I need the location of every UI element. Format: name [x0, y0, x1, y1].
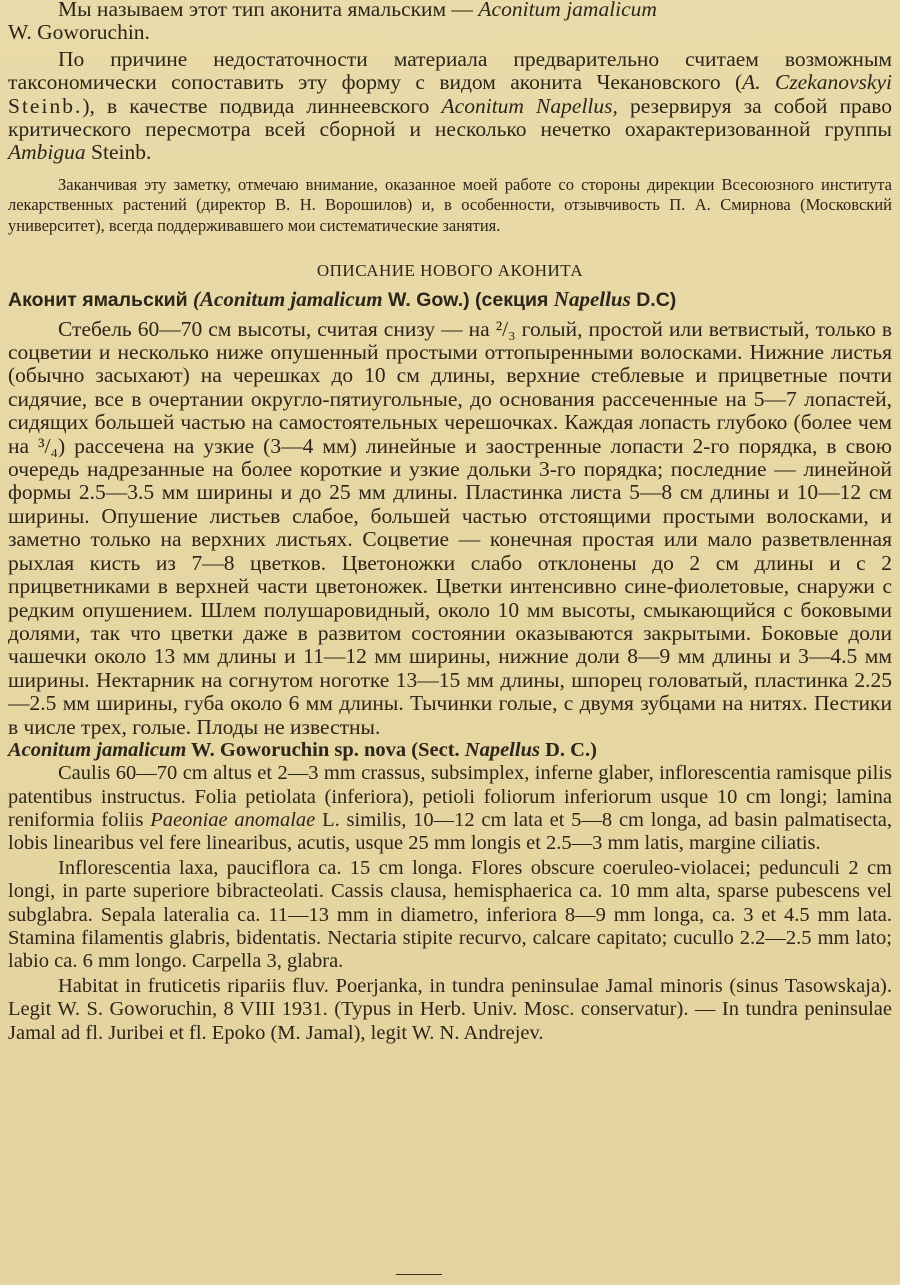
latin-title-section: Napellus	[464, 738, 540, 761]
latin-habitat-p3: Habitat in fruticetis ripariis fluv. Poerjanka, in tundra peninsulae Jamal minoris (sinus Tasowskaja). Legit W. S. Goworuchin, 8 VIII 1931. (Typus in Herb. Univ. Mosc. conservatur). — In tundra peninsulae Jamal ad fl. Juribei et fl. Epoko (M. Jamal), legit W. N. Andrejev.	[8, 975, 892, 1044]
species-title	[8, 287, 892, 312]
intro-naming-text: Мы называем этот тип аконита ямальским —	[58, 0, 479, 21]
title-section-name: Napellus	[553, 286, 631, 311]
latin-title-section-author: D. C.)	[539, 738, 597, 761]
species-author: W. Goworuchin.	[8, 20, 150, 45]
title-author: W. Gow.)	[382, 288, 470, 311]
paeonia-name: Paeoniae anomalae	[150, 808, 316, 831]
title-latin-name: (Aconitum jamalicum	[193, 286, 383, 311]
ambigua-author: Steinb.	[85, 140, 152, 165]
ambigua-group: Ambigua	[8, 140, 86, 165]
acknowledgement-paragraph: Заканчивая эту заметку, отмечаю внимание, оказанное моей работе со стороны дирекции Всесоюзного института лекарственных растений (директор В. Н. Ворошилов) и, в особенности, отзывчивость П. А. Смирнова (Московский университет), всегда поддерживавшего мои систематические занятия.	[8, 174, 892, 236]
title-section-label: (секция	[469, 288, 554, 311]
czekanovskyi-name: A. Czekanovskyi	[742, 70, 892, 95]
end-rule	[396, 1274, 442, 1275]
steinb-author: Steinb.	[8, 93, 83, 118]
latin-diagnosis-title	[8, 739, 892, 762]
title-ru-name: Аконит ямальский	[8, 288, 193, 311]
species-name-italic: Aconitum jamalicum	[478, 0, 657, 21]
latin-title-author: W. Goworuchin sp. nova (Sect.	[186, 738, 465, 761]
section-heading: ОПИСАНИЕ НОВОГО АКОНИТА	[316, 260, 584, 280]
russian-description: Стебель 60—70 см высоты, считая снизу — на ²/₃ голый, простой или ветвистый, только в соцветии и несколько ниже опушенный простыми оттопыренными волосками. Нижние листья (обычно засыхают) на черешках до 10 см длины, верхние стеблевые и прицветные почти сидячие, все в очертании округло-пятиугольные, до основания рассеченные на 5—7 лопастей, сидящих большей частью на самостоятельных черешочках. Каждая лопасть глубоко (более чем на ³/₄) рассечена на узкие (3—4 мм) линейные и заостренные лопасти 2-го порядка, в свою очередь надрезанные на более короткие и узкие дольки 3-го порядка; последние — линейной формы 2.5—3.5 мм ширины и до 25 мм длины. Пластинка листа 5—8 см длины и 10—12 см ширины. Опушение листьев слабое, большей частью отстоящими простыми волосками, и заметно только на верхних листьях. Соцветие — конечная простая или мало разветвленная рыхлая кисть из 7—8 цветков. Цветоножки слабо отклонены до 2 см длины и с 2 прицветниками в верхней части цветоножек. Цветки интенсивно сине-фиолетовые, снаружи с редким опушением. Шлем полушаровидный, около 10 мм высоты, смыкающийся с боковыми долями, так что цветки даже в развитом состоянии оказываются закрытыми. Боковые доли чашечки около 13 мм длины и 11—12 мм ширины, нижние доли 8—9 мм длины и 3—4.5 мм ширины. Нектарник на согнутом ноготке 13—15 мм длины, шпорец головатый, пластинка 2.25—2.5 мм ширины, губа около 6 мм длины. Тычинки голые, с двумя зубцами на нитях. Пестики в числе трех, голые. Плоды не известны.	[8, 316, 892, 739]
taxonomy-text-c: резервируя за собой право критического пересмотра всей сборной и несколько нечетко охарактеризованной группы	[8, 93, 892, 142]
latin-title-name: Aconitum jamalicum	[8, 738, 187, 761]
taxonomy-text-b: ), в качестве подвида линнеевского	[82, 93, 442, 118]
taxonomy-text-a: По причине недостаточности материала предварительно считаем возможным таксономически сопоставить эту форму с видом аконита Чекановского (	[8, 46, 892, 95]
latin-p1-text-b: L. similis, 10—12 cm lata et 5—8 cm longa, ad basin palmatisecta, lobis linearibus vel fere linearibus, acutis, usque 25 mm longis et 2.5—3 mm latis, margine ciliatis.	[8, 808, 893, 854]
latin-diagnosis-p1	[8, 762, 892, 855]
latin-diagnosis-p2: Inflorescentia laxa, pauciflora ca. 15 cm longa. Flores obscure coeruleo-violacei; pedunculi 2 cm longi, in parte superiore bibracteolati. Cassis clausa, hemisphaerica ca. 10 mm alta, sparse pubescens vel subglabra. Sepala lateralia ca. 11—13 mm in diametro, inferiora 8—9 mm longa, ca. 3 et 4.5 mm lata. Stamina filamentis glabris, bidentatis. Nectaria stipite recurvo, calcare capitato; cucullo 2.2—2.5 mm lato; labio ca. 6 mm longo. Carpella 3, glabra.	[8, 857, 892, 972]
title-section-author: D.C)	[630, 288, 677, 311]
latin-p1-text-a: Caulis 60—70 cm altus et 2—3 mm crassus, subsimplex, inferne glaber, inflorescentia ramisque pilis patentibus instructus. Folia petiolata (inferiora), petioli foliorum inferiorum usque 10 cm longi; lamina reniformia foliis	[8, 762, 892, 831]
intro-naming-paragraph	[8, 0, 892, 45]
taxonomy-paragraph	[8, 48, 892, 165]
napellus-name: Aconitum Napellus,	[441, 93, 618, 118]
